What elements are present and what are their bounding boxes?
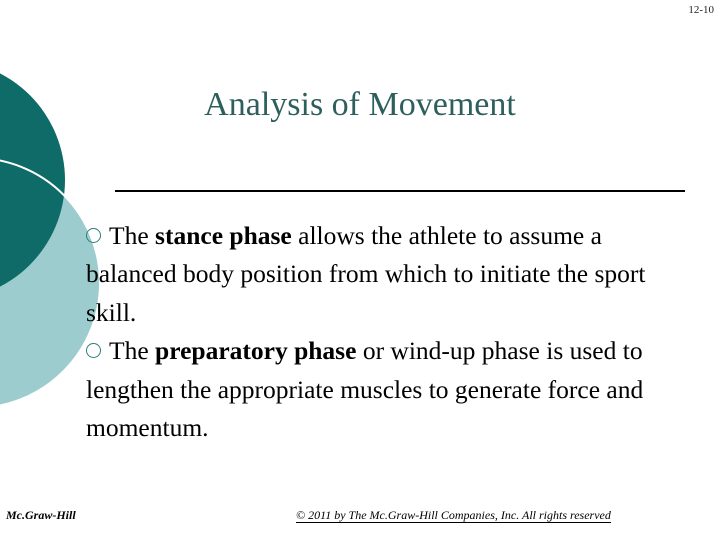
- slide-title: Analysis of Movement: [204, 86, 516, 123]
- bullet-text-post: allows the athlete to assume a balanced body position from which to initiate the sport skill.: [86, 221, 646, 327]
- footer-copyright: © 2011 by The Mc.Graw-Hill Companies, Inc. All rights reserved: [296, 508, 611, 522]
- bullet-text-pre: The: [109, 336, 156, 366]
- slide-number: 12-10: [688, 4, 714, 16]
- bullet-item: [86, 217, 646, 332]
- slide-body: [86, 217, 646, 447]
- bullet-text-bold: stance phase: [155, 221, 292, 250]
- bullet-text-pre: The: [109, 221, 156, 250]
- title-divider: [115, 190, 685, 192]
- bullet-text-bold: preparatory phase: [155, 336, 357, 366]
- circle-bullet-icon: [86, 343, 101, 358]
- circle-bullet-icon: [86, 228, 101, 243]
- bullet-item: [86, 332, 646, 447]
- footer-publisher: Mc.Graw-Hill: [6, 508, 76, 522]
- bullet-text-post: or wind-up phase is used to lengthen the appropriate muscles to generate force and momentum.: [86, 336, 644, 443]
